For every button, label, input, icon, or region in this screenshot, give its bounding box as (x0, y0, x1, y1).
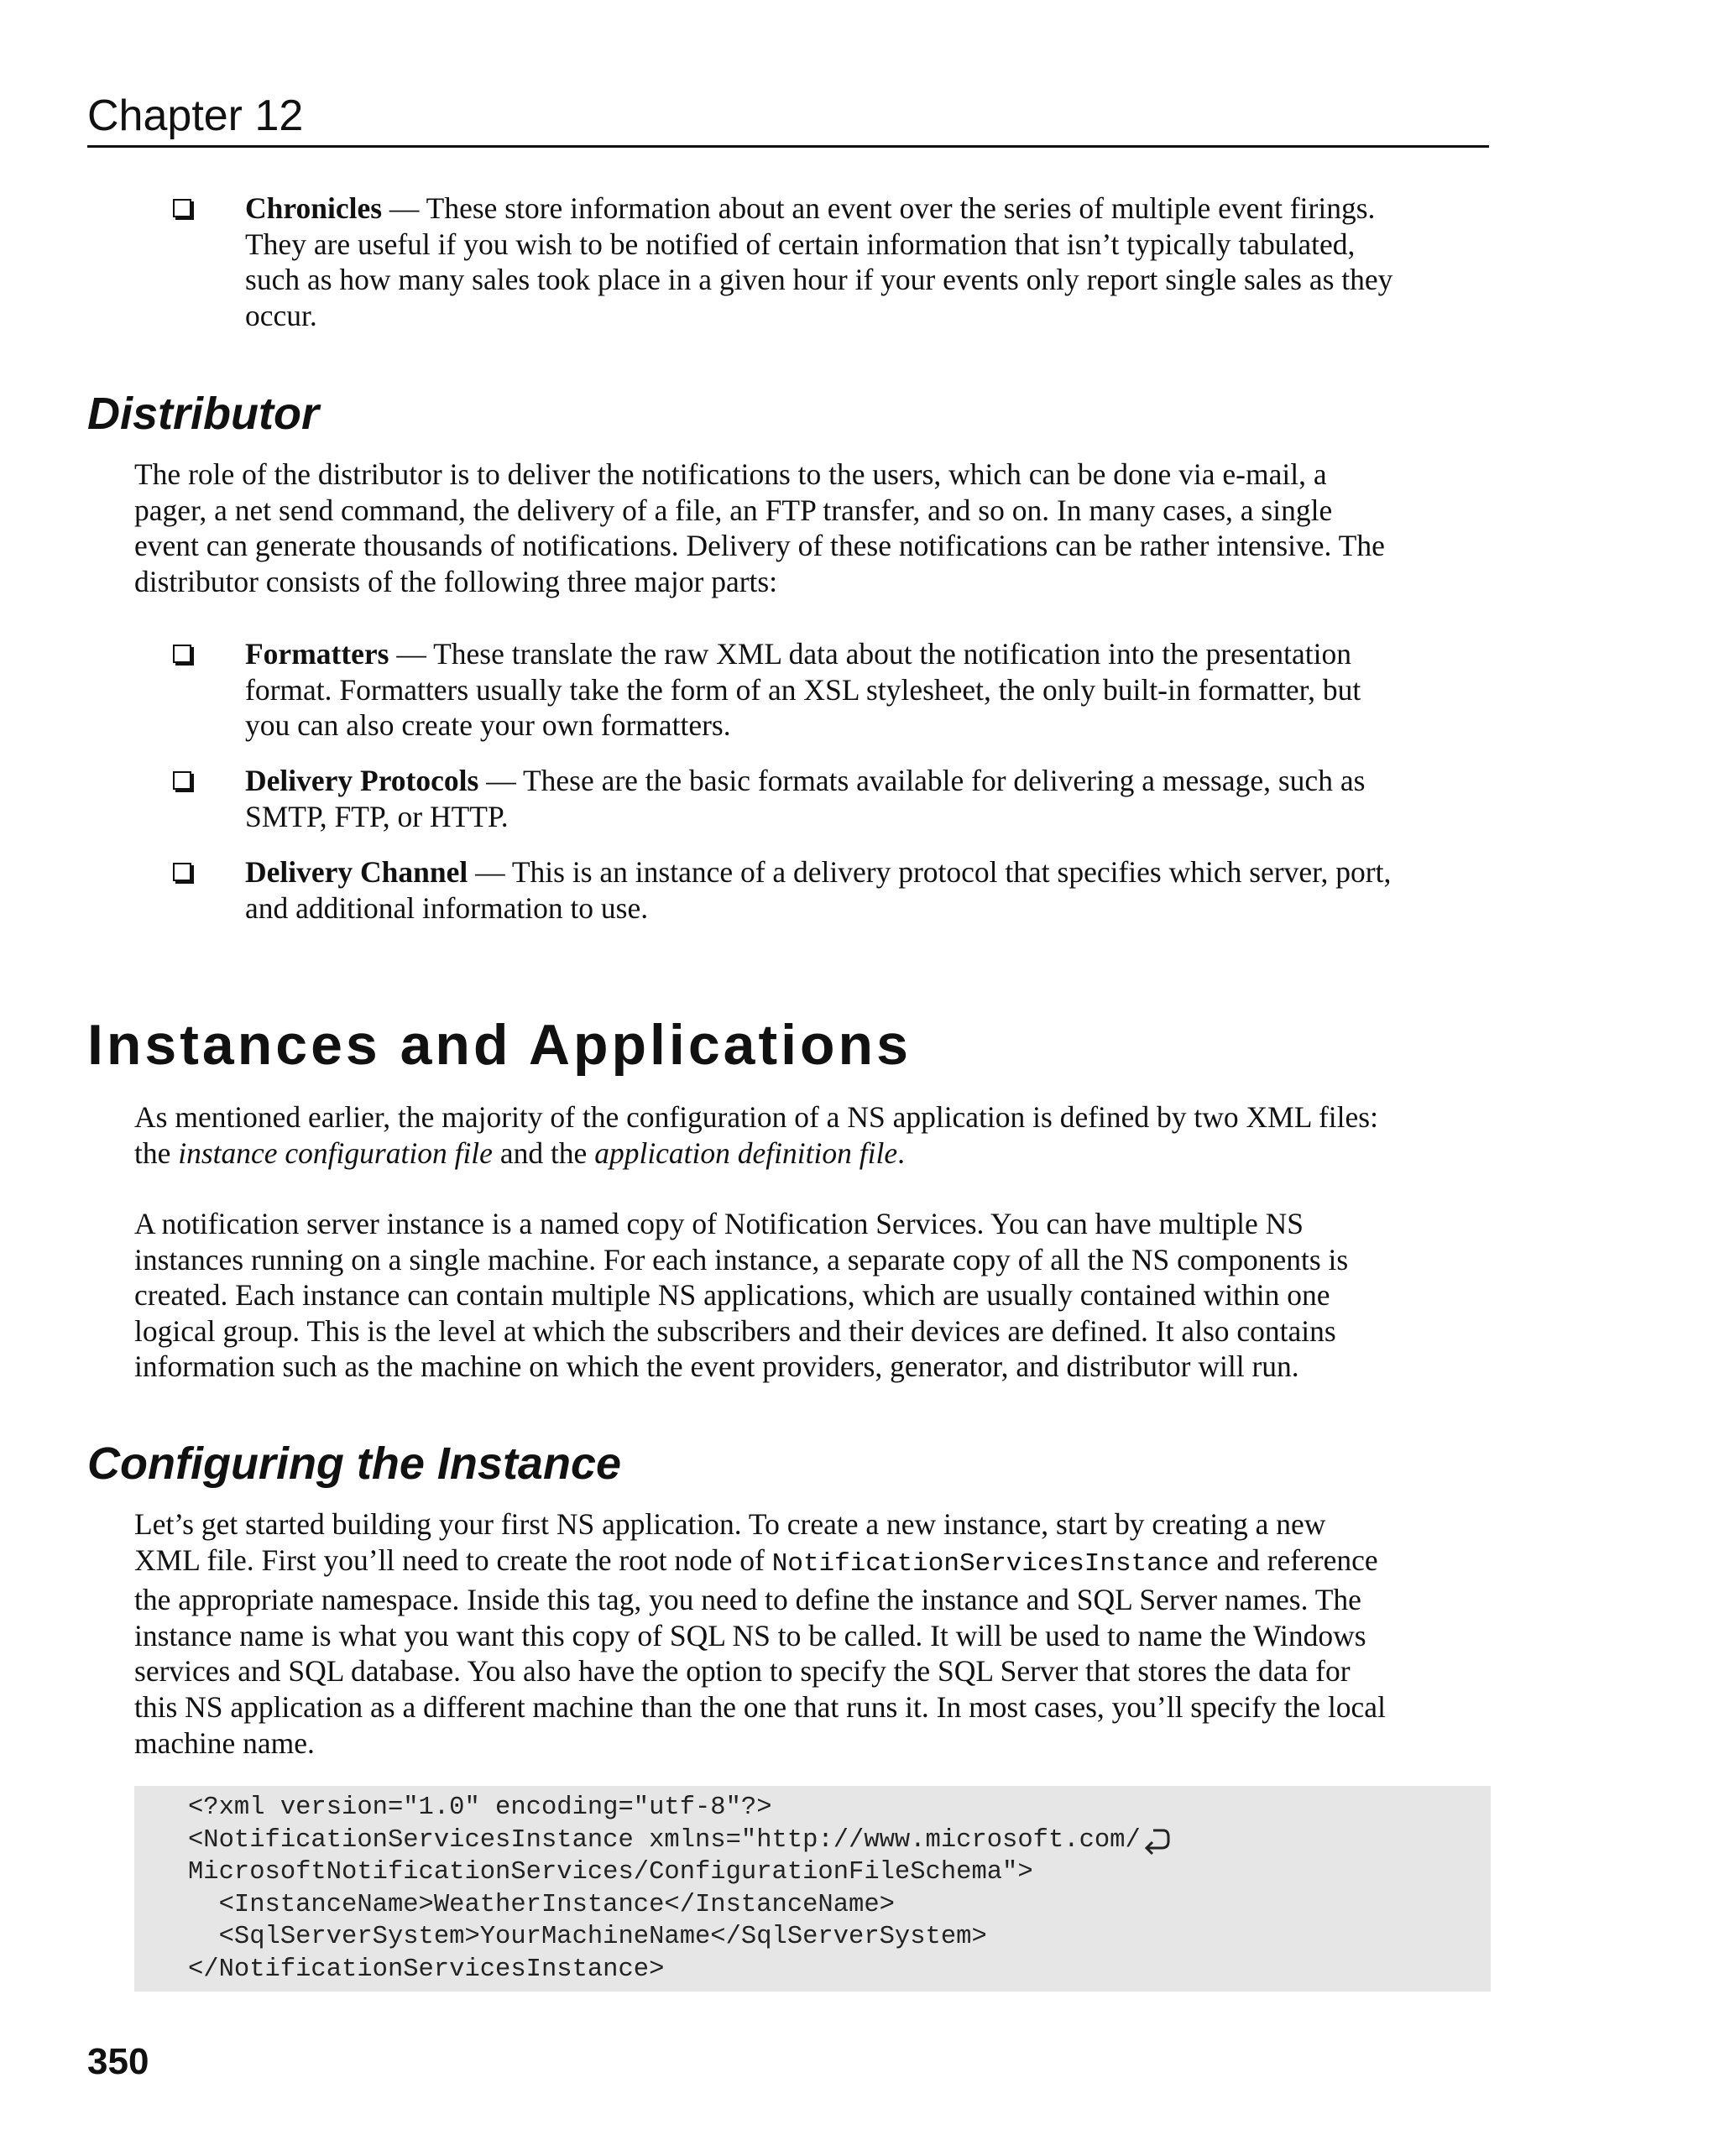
text-line: services and SQL database. You also have the option to specify the SQL Server that stores the data for (134, 1654, 1351, 1689)
bullet-term: Delivery Channel (245, 855, 468, 889)
em-dash: — (389, 637, 434, 671)
code-listing (134, 1786, 1491, 1992)
bullet-text (245, 636, 1494, 744)
checkbox-bullet-icon (173, 863, 191, 881)
line-continuation-icon (1142, 1824, 1175, 1856)
text-line: distributor consists of the following three major parts: (134, 564, 778, 598)
text-line: instances running on a single machine. For each instance, a separate copy of all the NS components is (134, 1242, 1349, 1276)
em-dash: — (478, 764, 523, 797)
bullet-term: Chronicles (245, 191, 383, 225)
text-fragment: and reference (1209, 1543, 1378, 1577)
text-line: instance name is what you want this copy of SQL NS to be called. It will be used to name the Windows (134, 1618, 1366, 1652)
text-line: logical group. This is the level at which the subscribers and their devices are defined. It also contains (134, 1313, 1336, 1348)
text-line: The role of the distributor is to deliver the notifications to the users, which can be done via e-mail, a (134, 457, 1327, 491)
bullet-text (245, 191, 1494, 333)
section-heading-instances-applications: Instances and Applications (87, 1013, 912, 1077)
emphasis-term: instance configuration file (178, 1135, 493, 1170)
code-line: <InstanceName>WeatherInstance</InstanceName> (188, 1890, 895, 1919)
text-line: event can generate thousands of notifications. Delivery of these notifications can be rather intensive. The (134, 529, 1385, 563)
text-line: occur. (245, 298, 317, 332)
text-line: Let’s get started building your first NS application. To create a new instance, start by creating a new (134, 1507, 1326, 1541)
text-fragment: and the (492, 1135, 595, 1170)
emphasis-term: application definition file (594, 1135, 898, 1170)
inline-code: NotificationServicesInstance (771, 1548, 1210, 1579)
text-line: As mentioned earlier, the majority of the configuration of a NS application is defined by two XML files: (134, 1100, 1378, 1134)
text-line: such as how many sales took place in a given hour if your events only report single sales as they (245, 263, 1393, 297)
code-line: <NotificationServicesInstance xmlns="http://www.microsoft.com/ (188, 1825, 1141, 1855)
text-line: SMTP, FTP, or HTTP. (245, 799, 509, 833)
bullet-text (245, 763, 1494, 834)
text-fragment: the (134, 1135, 179, 1170)
text-line: you can also create your own formatters. (245, 708, 731, 743)
text-fragment: . (897, 1135, 905, 1170)
section-heading-configuring-instance: Configuring the Instance (87, 1438, 622, 1489)
instances-paragraph-2 (134, 1206, 1494, 1385)
checkbox-bullet-icon (173, 199, 191, 217)
text-line: the appropriate namespace. Inside this tag, you need to define the instance and SQL Server names. The (134, 1583, 1361, 1617)
distributor-intro-paragraph (134, 457, 1494, 599)
code-line: <SqlServerSystem>YourMachineName</SqlServerSystem> (188, 1923, 987, 1952)
code-line: <?xml version="1.0" encoding="utf-8"?> (188, 1793, 772, 1822)
text-line: and additional information to use. (245, 890, 649, 925)
text-line: pager, a net send command, the delivery of a file, an FTP transfer, and so on. In many cases, a single (134, 493, 1333, 527)
text-line: This is an instance of a delivery protocol that specifies which server, port, (511, 855, 1392, 889)
bullet-term: Formatters (245, 637, 389, 671)
text-line: These translate the raw XML data about the notification into the presentation (433, 637, 1352, 671)
checkbox-bullet-icon (173, 771, 191, 790)
bullet-text (245, 854, 1494, 926)
configuring-paragraph (134, 1506, 1494, 1761)
code-line: MicrosoftNotificationServices/ConfigurationFileSchema"> (188, 1858, 1033, 1887)
text-line: They are useful if you wish to be notified of certain information that isn’t typically tabulated, (245, 227, 1356, 261)
text-line: format. Formatters usually take the form of an XSL stylesheet, the only built-in formatter, but (245, 672, 1361, 707)
text-line: this NS application as a different machine than the one that runs it. In most cases, you’ll specify the local (134, 1689, 1386, 1724)
text-line: machine name. (134, 1725, 315, 1760)
chapter-label: Chapter 12 (87, 91, 304, 140)
text-line: information such as the machine on which the event providers, generator, and distributor will run. (134, 1349, 1299, 1384)
text-line: These are the basic formats available for delivering a message, such as (522, 764, 1366, 797)
page-number: 350 (87, 2041, 149, 2082)
text-line: A notification server instance is a named copy of Notification Services. You can have multiple NS (134, 1207, 1304, 1240)
instances-paragraph-1 (134, 1099, 1494, 1171)
checkbox-bullet-icon (173, 645, 191, 663)
code-line: </NotificationServicesInstance> (188, 1955, 665, 1984)
running-header (87, 88, 1489, 148)
text-line: These store information about an event over the series of multiple event firings. (426, 191, 1376, 225)
em-dash: — (382, 191, 426, 225)
section-heading-distributor: Distributor (87, 389, 319, 439)
bullet-term: Delivery Protocols (245, 764, 479, 797)
text-fragment: XML file. First you’ll need to create the root node of (134, 1543, 772, 1577)
em-dash: — (468, 855, 512, 889)
text-line: created. Each instance can contain multiple NS applications, which are usually contained within one (134, 1278, 1330, 1313)
